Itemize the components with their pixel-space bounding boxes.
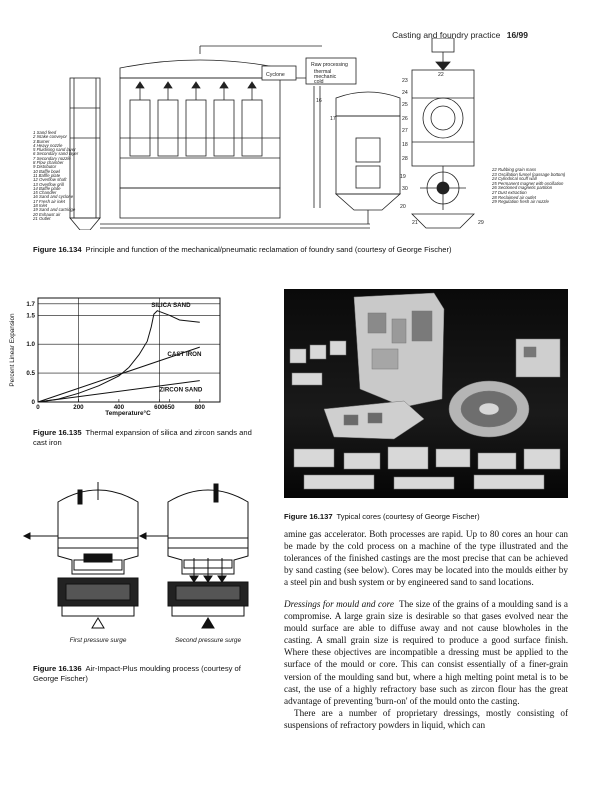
series-label: SILICA SAND bbox=[151, 302, 191, 310]
paragraph-text: The size of the grains of a moulding sand is a compromise. A large grain size is desirable so that gases evolved near the mould surface are able to diffuse away and not cause blowholes in the casting. A small grain size is required to produce a good surface finish. Where these objectives are incompatible a dressing must be applied to the surface of the mould or core. This can consist essentially of a finer-grain version of the moulding sand but, where a high melting point metal is to be cast, the use of a highly refractory base such as zircon flour has the great advantage of preventing 'burn-on' of the mould onto the casting. bbox=[284, 599, 569, 706]
legend-item: 17 Fresh air inlet bbox=[33, 198, 66, 204]
callout: 18 bbox=[402, 142, 408, 148]
x-tick-label: 650 bbox=[164, 404, 175, 411]
legend-item: 12 Overflow shaft bbox=[33, 177, 67, 183]
legend-item: 2 Intake conveyor bbox=[33, 134, 67, 140]
y-tick-label: 1.0 bbox=[26, 341, 35, 349]
legend-item: 28 Reclaimed air outlet bbox=[492, 194, 536, 200]
y-tick-label: 0.5 bbox=[26, 370, 35, 378]
reclamation-chamber bbox=[120, 78, 280, 188]
cyclone-label: Cyclone bbox=[266, 72, 285, 78]
y-tick-label: 1.5 bbox=[26, 312, 35, 320]
caption-number: Figure 16.135 bbox=[33, 428, 82, 437]
callout: 23 bbox=[402, 78, 408, 84]
legend-item: 21 Outlet bbox=[33, 215, 51, 221]
series-label: CAST IRON bbox=[167, 350, 202, 358]
x-axis-label: Temperature°C bbox=[105, 410, 151, 417]
x-tick-label: 200 bbox=[73, 404, 84, 411]
callout: 20 bbox=[400, 204, 406, 210]
legend-item: 19 Sand and cartridge bbox=[33, 207, 76, 213]
y-tick-label: 0 bbox=[31, 399, 35, 406]
header-title: Casting and foundry practice bbox=[392, 30, 501, 40]
legend-item: 25 Permanent magnet with oscillation bbox=[492, 180, 564, 186]
x-tick-label: 600 bbox=[154, 404, 165, 411]
legend-item: 27 Dust extraction bbox=[492, 189, 527, 195]
y-tick-label: 1.7 bbox=[26, 300, 35, 308]
legend-item: 3 Burner bbox=[33, 138, 50, 144]
page-number: 16/99 bbox=[506, 30, 528, 40]
callout: 17 bbox=[330, 116, 336, 122]
process-item: thermal bbox=[314, 69, 332, 75]
callout: 26 bbox=[402, 116, 408, 122]
legend-item: 20 Exhaust air bbox=[33, 211, 61, 217]
legend-item: 1 Sand feed bbox=[33, 130, 57, 135]
machine-right bbox=[140, 484, 248, 628]
paragraph: There are a number of proprietary dressings, mostly consisting of suspensions of refractory powders in liquid, which can bbox=[284, 707, 568, 730]
machine-left bbox=[24, 482, 138, 628]
paragraph: amine gas accelerator. Both processes are rapid. Up to 80 cores an hour can be made by the cold process on a machine of the type illustrated and the tolerances of the finished castings are the most precise that can be achieved by sand casting (see below). Cores may be located into the moulds either by a steel pin and bush system or by engineered sand to sand locations. bbox=[284, 529, 568, 588]
series-label: ZIRCON SAND bbox=[159, 386, 203, 394]
fig134-caption bbox=[33, 245, 553, 255]
callout: 22 bbox=[438, 72, 444, 78]
fig137-caption bbox=[284, 512, 568, 522]
legend-item: 14 Baffle plate bbox=[33, 185, 61, 191]
callout: 30 bbox=[402, 186, 408, 192]
fig134-legend-left bbox=[33, 131, 93, 221]
legend-item: 7 Secondary nozzle bbox=[33, 155, 71, 161]
callout: 27 bbox=[402, 128, 408, 134]
x-tick-label: 800 bbox=[194, 404, 205, 411]
typical-cores-photo bbox=[284, 289, 568, 498]
process-item: mechanic bbox=[314, 74, 337, 80]
caption-number: Figure 16.134 bbox=[33, 245, 82, 254]
paragraph bbox=[284, 598, 568, 706]
legend-item: 9 Distributor bbox=[33, 164, 57, 170]
fig134-legend-right bbox=[492, 168, 572, 205]
thermal-expansion-chart bbox=[8, 290, 233, 418]
legend-item: 13 Overflow grill bbox=[33, 181, 64, 187]
y-axis-label: Percent Linear Expansion bbox=[9, 313, 16, 387]
callout: 25 bbox=[402, 102, 408, 108]
run-in-heading: Dressings for mould and core bbox=[284, 599, 394, 610]
callout: 19 bbox=[400, 174, 406, 180]
legend-item: 4 Heavy nozzle bbox=[33, 142, 63, 148]
legend-item: 23 Oscillation funnel (passage bottom) bbox=[492, 171, 566, 177]
legend-item: 10 Baffle bowl bbox=[33, 168, 60, 174]
legend-item: 16 Sand and cyclone bbox=[33, 194, 74, 200]
callout: 28 bbox=[402, 156, 408, 162]
second-pressure-label: Second pressure surge bbox=[174, 637, 242, 644]
caption-number: Figure 16.137 bbox=[284, 512, 333, 521]
caption-number: Figure 16.136 bbox=[33, 664, 82, 673]
callout: 16 bbox=[316, 98, 322, 104]
sand-reclamation-diagram bbox=[40, 38, 570, 230]
callout: 21 bbox=[412, 220, 418, 226]
callout: 24 bbox=[402, 90, 408, 96]
legend-item: 29 Regulation fresh air nozzle bbox=[492, 199, 549, 205]
fig135-caption bbox=[33, 428, 258, 447]
dome-roof bbox=[120, 60, 280, 78]
legend-item: 6 Secondary sand layer bbox=[33, 151, 79, 157]
legend-item: 22 Rubbing grain mass bbox=[492, 167, 537, 172]
callout: 29 bbox=[478, 220, 484, 226]
caption-text: Thermal expansion of silica and zircon sands and cast iron bbox=[33, 428, 252, 447]
caption-text: Principle and function of the mechanical/pneumatic reclamation of foundry sand (courtesy of George Fischer) bbox=[85, 245, 452, 254]
process-box-title: Raw processing bbox=[311, 62, 348, 68]
x-tick-label: 0 bbox=[36, 404, 40, 411]
legend-item: 5 Fluidising sand layer bbox=[33, 147, 76, 153]
legend-item: 26 Sectioned magnetic partition bbox=[492, 185, 553, 191]
legend-item: 24 Cylindrical scuff wall bbox=[492, 176, 537, 182]
body-text bbox=[284, 528, 568, 731]
caption-text: Typical cores (courtesy of George Fischer) bbox=[336, 512, 480, 521]
legend-item: 8 Flow chamber bbox=[33, 160, 64, 166]
reclamation-stages bbox=[130, 82, 262, 156]
legend-item: 11 Baffle plate bbox=[33, 172, 61, 178]
air-impact-moulding-diagram bbox=[18, 478, 268, 648]
x-tick-label: 400 bbox=[113, 404, 125, 411]
legend-item: 15 Chandler bbox=[33, 190, 57, 196]
caption-text: Air-Impact-Plus moulding process (courtesy of George Fischer) bbox=[33, 664, 241, 683]
process-item: cold bbox=[314, 79, 324, 85]
first-pressure-label: First pressure surge bbox=[69, 637, 127, 644]
fig136-caption bbox=[33, 664, 258, 683]
legend-item: 18 Inlet bbox=[33, 203, 48, 209]
